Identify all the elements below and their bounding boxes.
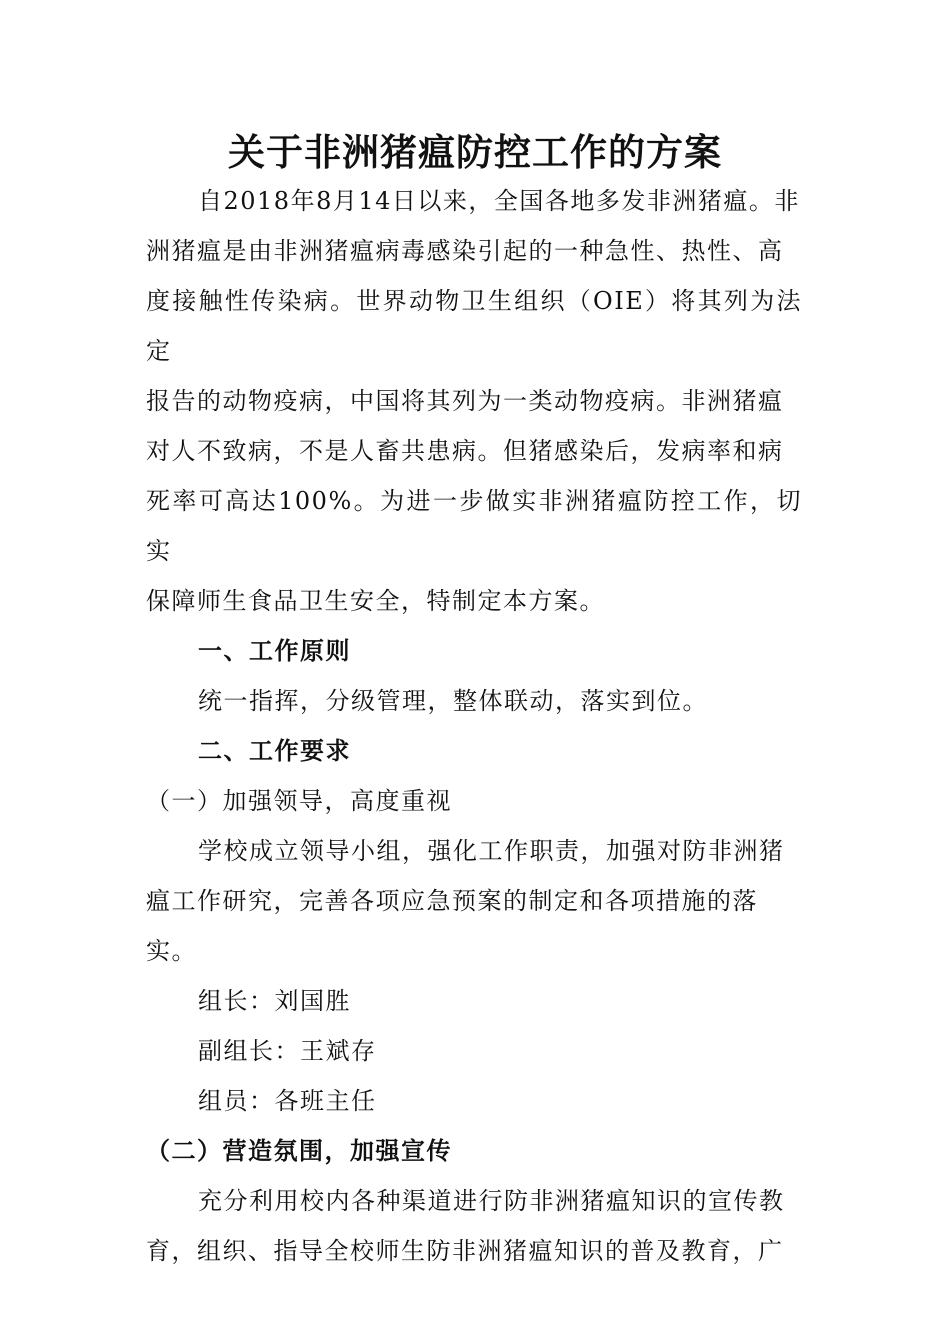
leadership-paragraph: [146, 826, 802, 976]
text-line: 洲猪瘟是由非洲猪瘟病毒感染引起的一种急性、热性、高: [146, 237, 784, 265]
text-line: 自2018年8月14日以来，全国各地多发非洲猪瘟。非: [198, 187, 800, 215]
document-body: [146, 176, 802, 1276]
text-line: 瘟工作研究，完善各项应急预案的制定和各项措施的落: [146, 887, 758, 915]
intro-paragraph: [146, 176, 802, 626]
section-heading-principles: 一、工作原则: [198, 637, 351, 665]
text-line: 保障师生食品卫生安全，特制定本方案。: [146, 587, 605, 615]
text-line: 育，组织、指导全校师生防非洲猪瘟知识的普及教育，广: [146, 1237, 784, 1265]
text-line: 对人不致病，不是人畜共患病。但猪感染后，发病率和病: [146, 437, 784, 465]
members-line: 组员：各班主任: [198, 1087, 377, 1115]
text-line: 充分利用校内各种渠道进行防非洲猪瘟知识的宣传教: [198, 1187, 785, 1215]
text-line: 度接触性传染病。世界动物卫生组织（OIE）将其列为法定: [146, 287, 802, 365]
text-line: 报告的动物疫病，中国将其列为一类动物疫病。非洲猪瘟: [146, 387, 784, 415]
text-line: 死率可高达100%。为进一步做实非洲猪瘟防控工作，切实: [146, 487, 802, 565]
subsection-heading-leadership: （一）加强领导，高度重视: [146, 787, 452, 815]
document-title: 关于非洲猪瘟防控工作的方案: [228, 131, 722, 174]
text-line: 实。: [146, 937, 197, 965]
leader-line: 组长：刘国胜: [198, 987, 351, 1015]
deputy-leader-line: 副组长：王斌存: [198, 1037, 377, 1065]
section-heading-requirements: 二、工作要求: [198, 737, 351, 765]
principles-text: 统一指挥，分级管理，整体联动，落实到位。: [198, 687, 708, 715]
text-line: 学校成立领导小组，强化工作职责，加强对防非洲猪: [198, 837, 785, 865]
publicity-paragraph: [146, 1176, 802, 1276]
subsection-heading-publicity: （二）营造氛围，加强宣传: [146, 1136, 452, 1165]
